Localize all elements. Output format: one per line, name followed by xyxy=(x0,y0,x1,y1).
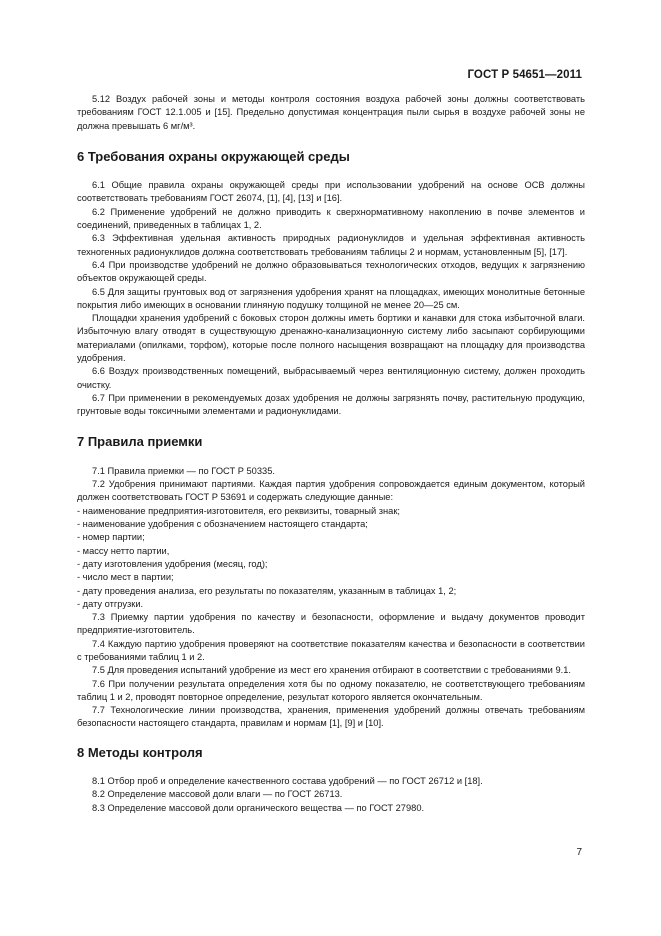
paragraph-7-3: 7.3 Приемку партии удобрения по качеству и безопасности, оформление и выдачу документов проводит предприятие-изготовитель. xyxy=(77,612,585,636)
list-item: - дату отгрузки. xyxy=(77,598,144,609)
list-item: - дату проведения анализа, его результаты по показателям, указанным в таблицах 1, 2; xyxy=(77,585,457,596)
list-item: - наименование удобрения с обозначением настоящего стандарта; xyxy=(77,519,368,530)
list-item: - наименование предприятия-изготовителя, его реквизиты, товарный знак; xyxy=(77,505,400,516)
paragraph-6-5-continued: Площадки хранения удобрений с боковых сторон должны иметь бортики и канавки для стока избыточной влаги. Избыточную влагу отводят в существующую дренажно-канализационную систему либо засыпают сорбирующими материалами (опилками, торфом), которые после полного насыщения возвращают на площадку для производства удобрения. xyxy=(77,313,585,364)
list-item: - массу нетто партии, xyxy=(77,545,170,556)
list-item: - число мест в партии; xyxy=(77,572,174,583)
paragraph-6-1: 6.1 Общие правила охраны окружающей среды при использовании удобрений на основе ОСВ должны соответствовать требованиям ГОСТ 26074, [1], [4], [13] и [16]. xyxy=(77,180,585,204)
paragraph-7-6: 7.6 При получении результата определения хотя бы по одному показателю, не соответствующего требованиям таблиц 1 и 2, проводят повторное определение, результат которого является окончательным. xyxy=(77,678,585,702)
paragraph-5-12: 5.12 Воздух рабочей зоны и методы контроля состояния воздуха рабочей зоны должны соответствовать требованиям ГОСТ 12.1.005 и [15]. Предельно допустимая концентрация пыли сырья в воздухе рабочей зоны не должна превышать 6 мг/м³. xyxy=(77,94,585,131)
paragraph-7-7: 7.7 Технологические линии производства, хранения, применения удобрений должны отвечать требованиям безопасности настоящего стандарта, правилам и нормам [1], [9] и [10]. xyxy=(77,705,585,729)
paragraph-6-2: 6.2 Применение удобрений не должно приводить к сверхнормативному накоплению в почве элементов и соединений, приведенных в таблицах 1, 2. xyxy=(77,206,585,231)
list-item: - номер партии; xyxy=(77,532,145,543)
paragraph-7-4: 7.4 Каждую партию удобрения проверяют на соответствие показателям качества и безопасности в соответствии с требованиями таблиц 1 и 2. xyxy=(77,638,585,662)
paragraph-7-2: 7.2 Удобрения принимают партиями. Каждая партия удобрения сопровождается единым документом, который должен соответствовать ГОСТ Р 53691 и содержать следующие данные: xyxy=(77,479,585,503)
page-content xyxy=(77,93,585,815)
paragraph-8-1: 8.1 Отбор проб и определение качественного состава удобрений — по ГОСТ 26712 и [18]. xyxy=(92,776,483,787)
paragraph-6-7: 6.7 При применении в рекомендуемых дозах удобрения не должны загрязнять почву, растительную продукцию, грунтовые воды токсичными элементами и радионуклидами. xyxy=(77,392,585,417)
section-7-title: 7 Правила приемки xyxy=(77,433,203,449)
section-6-title: 6 Требования охраны окружающей среды xyxy=(77,148,350,164)
paragraph-7-1: 7.1 Правила приемки — по ГОСТ Р 50335. xyxy=(92,465,275,476)
section-8-title: 8 Методы контроля xyxy=(77,744,203,760)
paragraph-7-5: 7.5 Для проведения испытаний удобрение из мест его хранения отбирают в соответствии с требованиями 9.1. xyxy=(92,665,571,676)
page-number: 7 xyxy=(576,847,582,858)
paragraph-6-5: 6.5 Для защиты грунтовых вод от загрязнения удобрения хранят на площадках, имеющих монолитные бетонные покрытия либо имеющих в основании глиняную подушку толщиной не менее 20—25 см. xyxy=(77,286,585,310)
paragraph-6-4: 6.4 При производстве удобрений не должно образовываться технологических отходов, ведущих к загрязнению объектов окружающей среды. xyxy=(77,259,585,284)
paragraph-8-3: 8.3 Определение массовой доли органического вещества — по ГОСТ 27980. xyxy=(92,802,425,813)
paragraph-6-6: 6.6 Воздух производственных помещений, выбрасываемый через вентиляционную систему, должен проходить очистку. xyxy=(77,366,585,390)
paragraph-8-2: 8.2 Определение массовой доли влаги — по ГОСТ 26713. xyxy=(92,789,343,800)
paragraph-6-3: 6.3 Эффективная удельная активность природных радионуклидов и удельная эффективная активность техногенных радионуклидов должна соответствовать требованиям таблицы 2 и нормам, установленным [5], [17]. xyxy=(77,233,585,257)
list-item: - дату изготовления удобрения (месяц, год); xyxy=(77,558,268,569)
document-number: ГОСТ Р 54651—2011 xyxy=(467,69,582,81)
acceptance-data-list xyxy=(77,505,585,611)
